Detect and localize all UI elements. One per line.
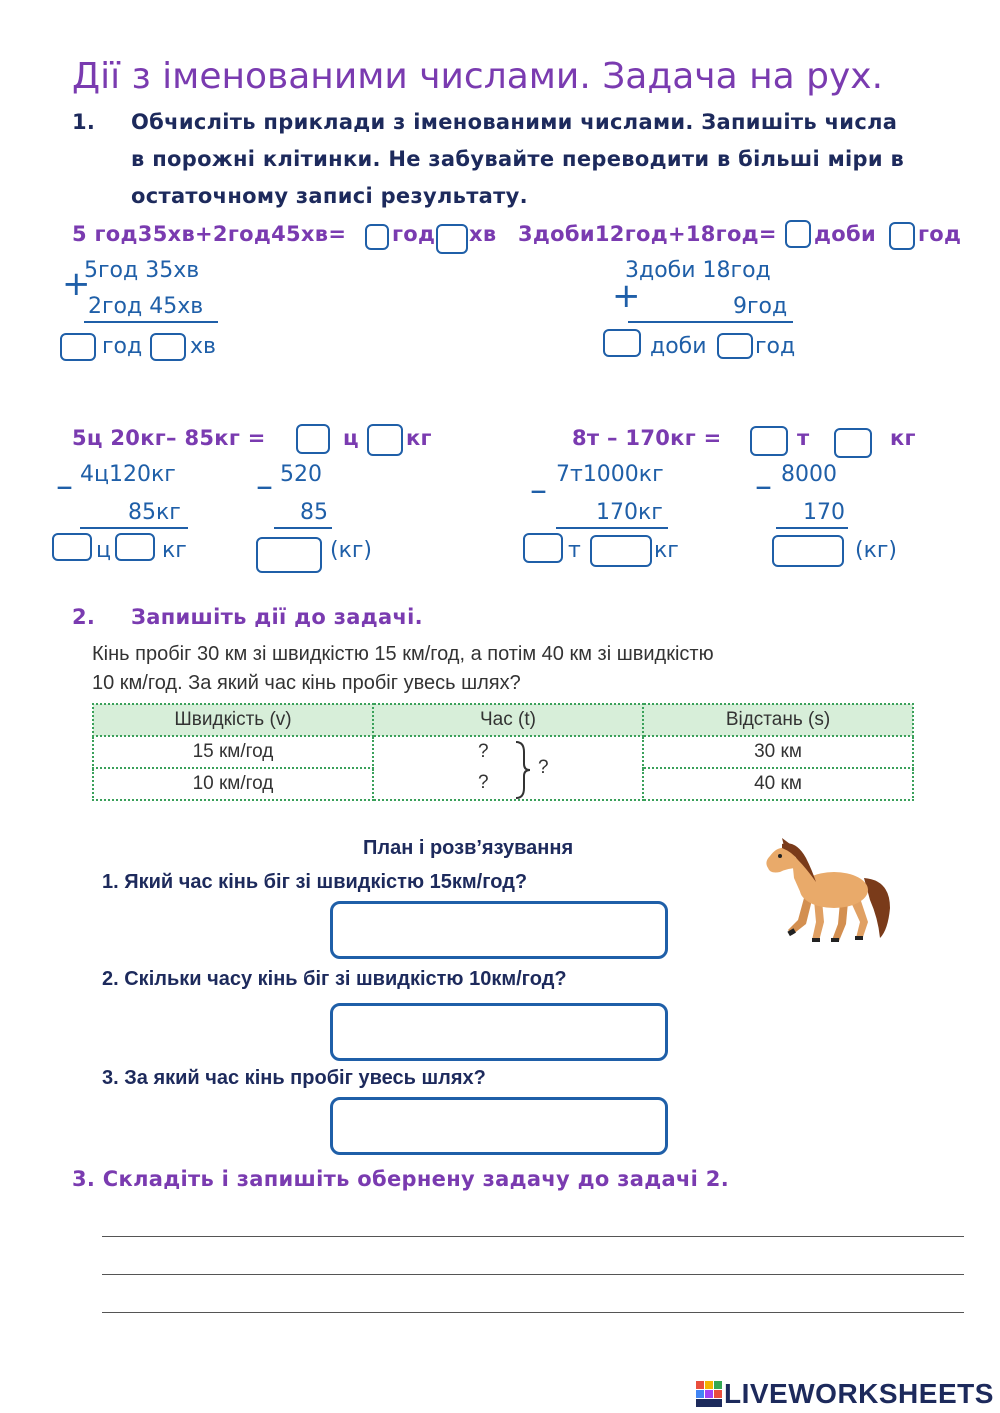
ex1-underline	[84, 321, 218, 323]
motion-table	[92, 703, 914, 801]
ex3-alt-minus-sign: –	[256, 466, 273, 506]
ex2-row1: 3доби 18год	[625, 258, 771, 283]
answer-box-3[interactable]	[330, 1097, 668, 1155]
ex3-minus-sign: –	[56, 466, 73, 506]
ex1-result-unit1: год	[102, 334, 143, 359]
question-2: 2. Скільки часу кінь біг зі швидкістю 10км/год?	[102, 968, 567, 990]
header-speed: Швидкість (v)	[93, 704, 373, 736]
ex4-result-unit1: т	[568, 538, 581, 563]
ex2-answer-hours[interactable]	[889, 222, 915, 250]
ex3-expression: 5ц 20кг– 85кг =	[72, 426, 266, 450]
ex3-row1: 4ц120кг	[80, 462, 176, 487]
writing-line-2[interactable]	[102, 1274, 964, 1275]
ex3-alt-underline	[274, 527, 332, 529]
ex1-answer-minutes[interactable]	[436, 224, 468, 254]
ex3-unit2: кг	[406, 426, 432, 450]
ex2-result-days[interactable]	[603, 329, 641, 357]
ex4-unit2: кг	[890, 426, 916, 450]
ex4-row2: 170кг	[596, 500, 663, 525]
task1-number: 1.	[72, 110, 96, 134]
task3-text: 3. Складіть і запишіть обернену задачу до задачі 2.	[72, 1167, 729, 1191]
task1-line3: остаточному записі результату.	[131, 184, 528, 208]
ex3-alt-row2: 85	[300, 500, 328, 525]
ex3-result-centners[interactable]	[52, 533, 92, 561]
time-value: ?	[478, 741, 489, 762]
ex2-result-hours[interactable]	[717, 333, 753, 359]
ex2-underline	[628, 321, 793, 323]
ex4-unit1: т	[797, 426, 810, 450]
table-row	[93, 768, 913, 800]
ex3-result-kg[interactable]	[115, 533, 155, 561]
ex1-plus-sign: +	[62, 264, 91, 304]
writing-line-1[interactable]	[102, 1236, 964, 1237]
answer-box-1[interactable]	[330, 901, 668, 959]
logo-text: LIVEWORKSHEETS	[724, 1378, 994, 1409]
ex2-unit2: год	[918, 222, 962, 246]
cell-time	[373, 768, 643, 800]
cell-speed: 10 км/год	[93, 768, 373, 800]
ex3-alt-unit: (кг)	[330, 538, 373, 563]
plan-title: План і розв’язування	[363, 837, 574, 859]
ex2-answer-days[interactable]	[785, 220, 811, 248]
ex4-alt-result-kg[interactable]	[772, 535, 844, 567]
ex1-unit1: год	[392, 222, 436, 246]
ex3-underline	[80, 527, 188, 529]
ex1-row2: 2год 45хв	[88, 294, 204, 319]
horse-icon	[752, 838, 897, 948]
page-title: Дії з іменованими числами. Задача на рух.	[72, 56, 884, 97]
question-1: 1. Який час кінь біг зі швидкістю 15км/год?	[102, 871, 528, 893]
cell-distance: 40 км	[643, 768, 913, 800]
ex3-result-unit2: кг	[162, 538, 187, 563]
ex1-result-unit2: хв	[190, 334, 216, 359]
time-value: ?	[478, 772, 489, 793]
ex1-expression: 5 год35хв+2год45хв=	[72, 222, 347, 246]
cell-time	[373, 736, 643, 768]
ex1-row1: 5год 35хв	[84, 258, 200, 283]
brace-icon	[510, 740, 540, 800]
header-distance: Відстань (s)	[643, 704, 913, 736]
ex2-row2: 9год	[733, 294, 788, 319]
ex1-answer-hours[interactable]	[365, 224, 389, 250]
ex2-result-unit1: доби	[650, 334, 707, 359]
ex4-result-unit2: кг	[654, 538, 679, 563]
ex3-answer-kg[interactable]	[367, 424, 403, 456]
liveworksheets-logo	[696, 1378, 994, 1410]
ex1-unit2: хв	[469, 222, 497, 246]
ex4-answer-kg[interactable]	[834, 428, 872, 458]
ex2-result-unit2: год	[755, 334, 796, 359]
ex3-result-unit1: ц	[96, 538, 111, 563]
ex2-plus-sign: +	[612, 276, 641, 316]
ex4-result-tons[interactable]	[523, 533, 563, 563]
ex3-unit1: ц	[343, 426, 359, 450]
ex4-alt-row1: 8000	[781, 462, 837, 487]
ex4-result-kg[interactable]	[590, 535, 652, 567]
cell-speed: 15 км/год	[93, 736, 373, 768]
ex1-result-minutes[interactable]	[150, 333, 186, 361]
task1-line1: Обчисліть приклади з іменованими числами. Запишіть числа	[131, 110, 898, 134]
ex1-result-hours[interactable]	[60, 333, 96, 361]
ex4-alt-row2: 170	[803, 500, 845, 525]
logo-mark-icon	[696, 1381, 722, 1407]
ex4-alt-minus-sign: –	[755, 466, 772, 506]
ex3-row2: 85кг	[128, 500, 181, 525]
cell-distance: 30 км	[643, 736, 913, 768]
table-header-row	[93, 704, 913, 736]
ex4-row1: 7т1000кг	[556, 462, 664, 487]
ex2-expression: 3доби12год+18год=	[518, 222, 777, 246]
ex3-alt-result-kg[interactable]	[256, 537, 322, 573]
ex3-alt-row1: 520	[280, 462, 322, 487]
ex4-expression: 8т – 170кг =	[572, 426, 722, 450]
ex2-unit1: доби	[814, 222, 876, 246]
ex3-answer-centners[interactable]	[296, 424, 330, 454]
ex4-alt-unit: (кг)	[855, 538, 898, 563]
header-time: Час (t)	[373, 704, 643, 736]
task1-line2: в порожні клітинки. Не забувайте переводити в більші міри в	[131, 147, 905, 171]
question-3: 3. За який час кінь пробіг увесь шлях?	[102, 1067, 486, 1089]
ex4-minus-sign: –	[530, 470, 547, 510]
writing-line-3[interactable]	[102, 1312, 964, 1313]
answer-box-2[interactable]	[330, 1003, 668, 1061]
brace-question: ?	[538, 757, 549, 778]
problem-line1: Кінь пробіг 30 км зі швидкістю 15 км/год, а потім 40 км зі швидкістю	[92, 643, 714, 665]
ex4-answer-tons[interactable]	[750, 426, 788, 456]
problem-line2: 10 км/год. За який час кінь пробіг увесь шлях?	[92, 672, 521, 694]
ex4-alt-underline	[776, 527, 848, 529]
task2-heading: Запишіть дії до задачі.	[131, 605, 423, 629]
ex4-underline	[556, 527, 668, 529]
task2-number: 2.	[72, 605, 96, 629]
table-row	[93, 736, 913, 768]
